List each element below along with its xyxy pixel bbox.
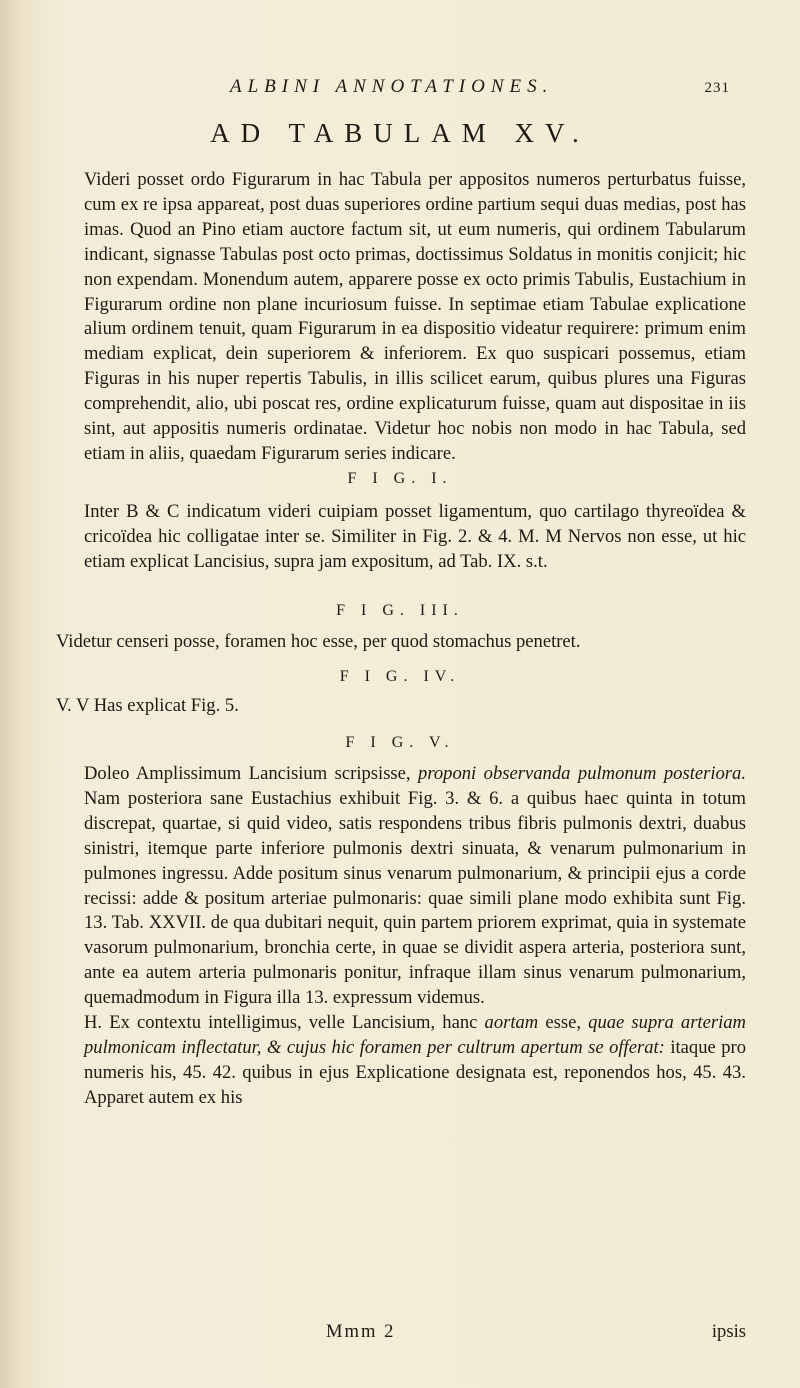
fig5-text-c2: esse, [538, 1012, 589, 1034]
fig5-text-c3: itaque pro numeris his, 45. 42. quibus in ejus Explicatione designata est, reponendos hos, 45. 43. Apparet autem ex his [84, 1036, 746, 1108]
intro-section [56, 168, 746, 467]
fig3-section [56, 630, 746, 655]
fig5-quote: proponi observanda pulmonum posteriora. [418, 763, 746, 784]
fig5-text-b: Nam posteriora sane Eustachius exhibuit Fig. 3. & 6. a quibus haec quinta in totum discrepat, quartae, si quid video, satis respondens tribus fibris pulmonis dextri, duabus sinistri, itemque parte inferiore pulmonis dextri sinuata, & venarum pulmonarium in pulmones ingressu. Adde positum sinus venarum pulmonarium, & principii ejus a corde recissi: adde & positum arteriae pulmonaris: quae simili plane modo exhibita sunt Fig. 13. Tab. XXVII. de qua dubitari nequit, quin partem priorem exprimat, quia in systemate vasorum pulmonarium, bronchia certe, in quae se dividit aspera arteria, posteriora sunt, ante ea autem arteria pulmonaris ponitur, infraque illam sinus venarum pulmonarium, quemadmodum in Figura illa 13. expressum videmus. [84, 787, 746, 1009]
fig1-text: Inter B & C indicatum videri cuipiam posset ligamentum, quo cartilago thyreoïdea & cricoïdea hic colligatae inter se. Similiter in Fig. 2. & 4. M. M Nervos non esse, ut hic etiam explicat Lancisius, supra jam expositum, ad Tab. IX. s.t. [84, 501, 746, 572]
page-footer [56, 1321, 746, 1343]
fig1-section [56, 500, 746, 575]
fig5-paragraph-1 [56, 762, 746, 1011]
fig1-heading: F I G. I. [347, 470, 453, 487]
running-title: ALBINI ANNOTATIONES. [230, 76, 554, 97]
fig5-aortam: aortam [484, 1012, 539, 1034]
fig4-section [56, 694, 746, 719]
fig5-quote-2: quae supra arteriam pulmonicam inflectatur, & cujus hic foramen per cultrum apertum se offerat: [84, 1012, 746, 1058]
fig5-text-c: H. Ex contextu intelligimus, velle Lancisium, hanc [84, 1012, 485, 1034]
chapter-title: AD TABULAM XV. [210, 118, 590, 148]
fig5-heading: F I G. V. [345, 734, 455, 751]
fig4-heading: F I G. IV. [339, 668, 461, 685]
intro-paragraph: Videri posset ordo Figurarum in hac Tabula per appositos numeros perturbatus fuisse, cum ex re ipsa appareat, post duas superiores ordine partium sequi duas medias, post has imas. Quod an Pino etiam auctore factum sit, ut eum numeris, qui ordinem Tabularum indicant, signasse Tabulas post octo primas, doctissimus Soldatus in monitis conjicit; hic non expendam. Monendum autem, apparere posse ex octo primis Tabulis, Eustachium in Figurarum ordine non plane incuriosum fuisse. In septimae etiam Tabulae explicatione alium ordinem tenuit, quam Figurarum in ea dispositio videatur requirere: primum enim mediam explicat, dein superiorem & inferiorem. Ex quo suspicari possemus, etiam Figuras in his nuper repertis Tabulis, in illis scilicet earum, quibus plures una Figuras comprehendit, alio, ubi poscat res, ordine explicaturum fuisse, quam aut dispositae in iis sint, aut appositis numeris ordinatae. Videtur hoc nobis non modo in hac Tabula, sed etiam in aliis, quaedam Figurarum series indicare. [84, 169, 746, 464]
fig5-section [56, 762, 746, 1111]
fig5-paragraph-2 [56, 1011, 746, 1111]
fig3-text: Videtur censeri posse, foramen hoc esse, per quod stomachus penetret. [56, 631, 581, 652]
fig5-text-a: Doleo Amplissimum Lancisium scripsisse, [84, 763, 419, 784]
catchword: ipsis [711, 1321, 746, 1342]
fig3-heading: F I G. III. [336, 602, 464, 619]
running-header [230, 76, 730, 98]
signature-mark: Mmm 2 [326, 1321, 396, 1342]
page-number: 231 [704, 80, 730, 96]
fig4-text: V. V Has explicat Fig. 5. [56, 695, 239, 716]
